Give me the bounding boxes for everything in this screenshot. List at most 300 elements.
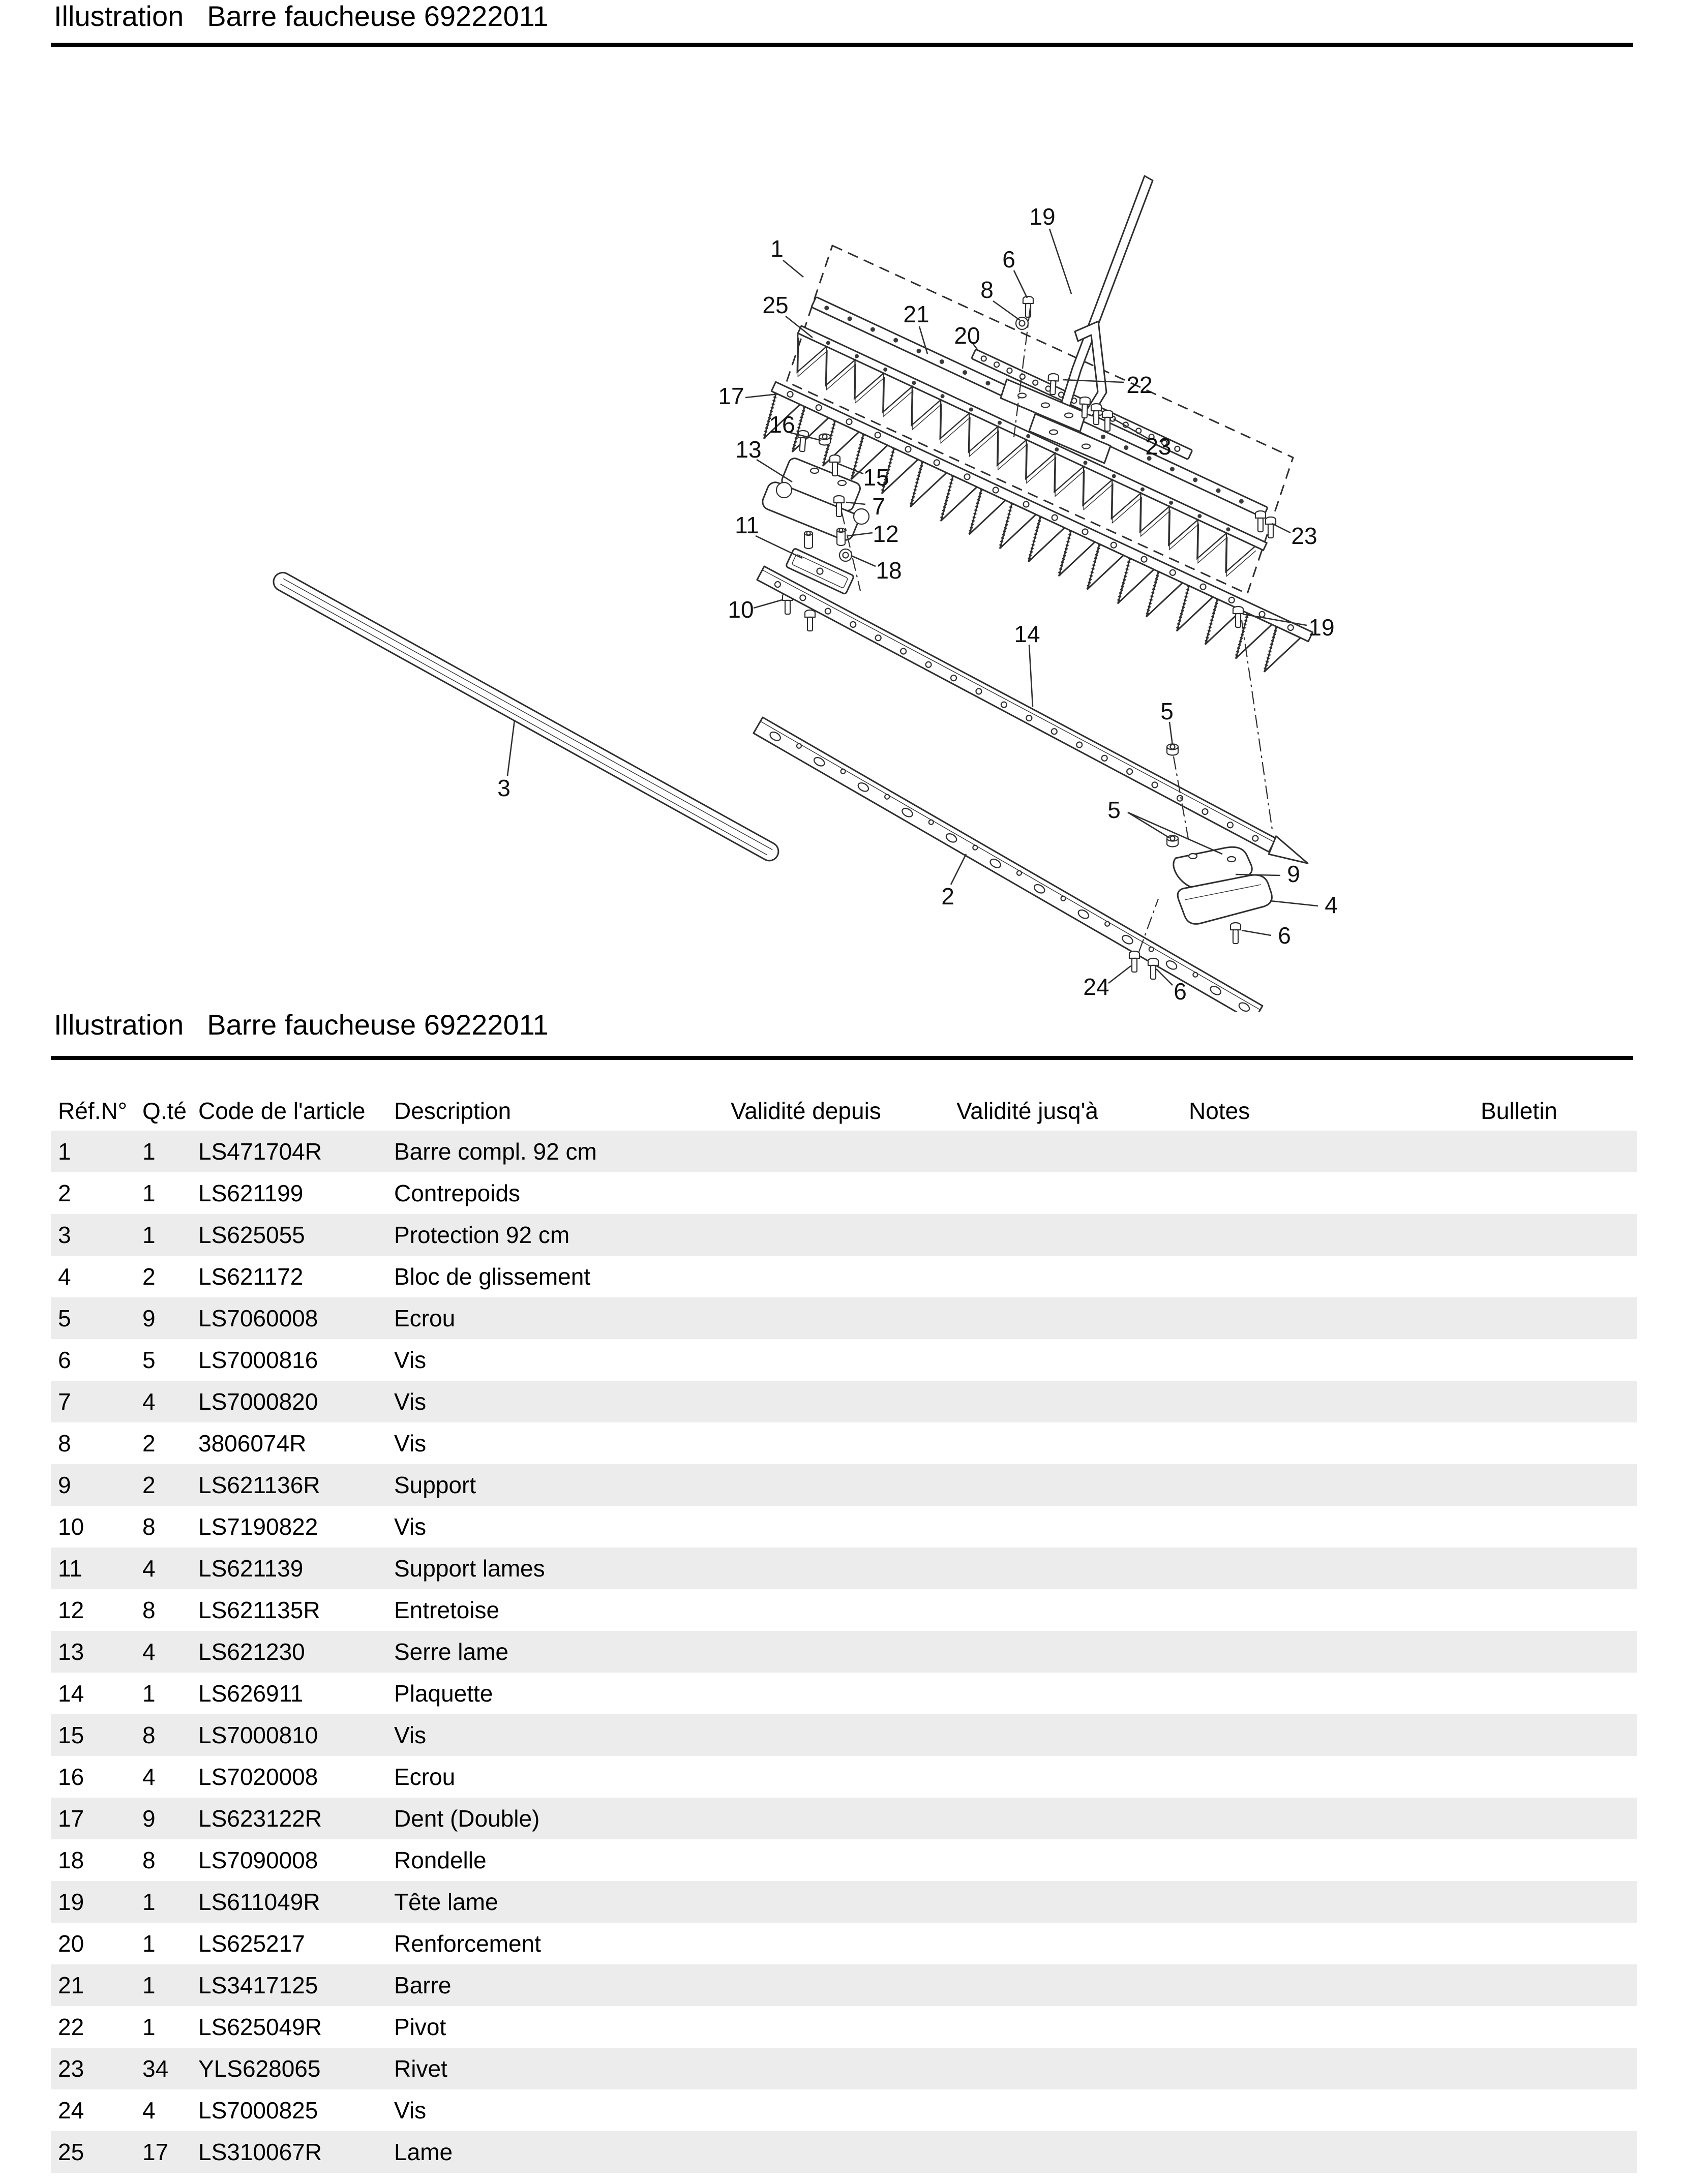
callout-label-10: 10 (728, 596, 754, 623)
cell-description: Barre compl. 92 cm (394, 1138, 597, 1165)
callout-label-1: 1 (770, 235, 784, 262)
callout-label-5: 5 (1160, 698, 1174, 724)
table-row (51, 2089, 1637, 2131)
table-row (51, 1673, 1637, 1714)
part-bar-3 (271, 569, 782, 864)
cell-code: LS7000816 (198, 1347, 318, 1373)
bolt-6-mid (1230, 923, 1241, 944)
callout-label-19: 19 (1029, 203, 1056, 230)
cell-valid-to (956, 1964, 1189, 2006)
cell-qty: 1 (142, 2014, 156, 2040)
cell-ref: 25 (58, 2139, 84, 2165)
cell-bulletin (1481, 1464, 1637, 1506)
callout-label-17: 17 (718, 383, 744, 409)
cell-notes (1189, 1714, 1481, 1756)
cell-valid-to (956, 2048, 1189, 2089)
cell-bulletin (1481, 2006, 1637, 2048)
cell-notes (1189, 1381, 1481, 1422)
cell-code: LS7000820 (198, 1388, 318, 1415)
cell-valid-from (731, 1422, 956, 1464)
cell-valid-to (956, 2006, 1189, 2048)
cell-ref: 12 (58, 1597, 84, 1623)
cell-description: Ecrou (394, 1305, 456, 1331)
column-header-1: Réf.N° (58, 1098, 127, 1124)
cell-qty: 34 (142, 2055, 169, 2082)
cell-ref: 15 (58, 1722, 84, 1748)
cell-description: Vis (394, 1722, 427, 1748)
cell-valid-to (956, 1256, 1189, 1297)
cell-description: Support lames (394, 1555, 545, 1582)
cell-description: Vis (394, 1388, 427, 1415)
cell-bulletin (1481, 1881, 1637, 1923)
cell-description: Dent (Double) (394, 1805, 540, 1832)
cell-bulletin (1481, 1131, 1637, 1172)
cell-description: Tête lame (394, 1889, 498, 1915)
cell-valid-to (956, 1798, 1189, 1839)
cell-qty: 4 (142, 1388, 156, 1415)
cell-code: LS623122R (198, 1805, 322, 1832)
cell-valid-to (956, 1714, 1189, 1756)
callout-label-16: 16 (769, 411, 795, 438)
bolt-24 (1129, 951, 1139, 972)
leader-line (1272, 524, 1290, 533)
cell-ref: 13 (58, 1639, 84, 1665)
cell-description: Rondelle (394, 1847, 487, 1873)
callout-label-8: 8 (980, 277, 994, 303)
spacer-12 (837, 528, 845, 545)
table-row (51, 1881, 1637, 1923)
cell-code: LS621172 (198, 1263, 304, 1290)
cell-bulletin (1481, 1964, 1637, 2006)
cell-qty: 5 (142, 1347, 156, 1373)
cell-notes (1189, 2131, 1481, 2173)
cell-ref: 14 (58, 1680, 84, 1707)
cell-valid-from (731, 1756, 956, 1798)
cell-qty: 2 (142, 1472, 156, 1498)
cell-valid-from (731, 1297, 956, 1339)
cell-valid-from (731, 1256, 956, 1297)
callout-label-11: 11 (735, 512, 759, 538)
page-title-label: Illustration (54, 0, 184, 32)
cell-code: LS7060008 (198, 1305, 318, 1331)
cell-bulletin (1481, 1422, 1637, 1464)
table-row (51, 2006, 1637, 2048)
callout-label-18: 18 (876, 557, 902, 584)
cell-description: Pivot (394, 2014, 446, 2040)
cell-description: Vis (394, 1347, 427, 1373)
cell-qty: 1 (142, 1972, 156, 1998)
cell-description: Vis (394, 2097, 427, 2124)
cell-valid-from (731, 1339, 956, 1381)
cell-description: Plaquette (394, 1680, 493, 1707)
cell-valid-to (956, 1297, 1189, 1339)
column-header-2: Q.té (142, 1098, 187, 1124)
section-title-label: Illustration (54, 1009, 184, 1041)
cell-notes (1189, 1839, 1481, 1881)
cell-valid-from (731, 1923, 956, 1964)
cell-qty: 2 (142, 1263, 156, 1290)
callout-label-21: 21 (903, 301, 929, 327)
cell-valid-from (731, 1214, 956, 1256)
cell-ref: 9 (58, 1472, 71, 1498)
cell-valid-from (731, 1506, 956, 1548)
callout-label-5: 5 (1107, 797, 1121, 823)
cell-notes (1189, 1923, 1481, 1964)
rivet-23-b1 (1255, 511, 1266, 532)
cell-notes (1189, 1548, 1481, 1589)
cell-valid-from (731, 1631, 956, 1673)
cell-bulletin (1481, 1548, 1637, 1589)
callout-label-23: 23 (1291, 523, 1317, 549)
callout-label-14: 14 (1014, 621, 1040, 647)
cell-notes (1189, 2089, 1481, 2131)
callout-label-24: 24 (1083, 974, 1109, 1000)
cell-valid-to (956, 1381, 1189, 1422)
cell-ref: 2 (58, 1180, 71, 1206)
cell-valid-from (731, 1798, 956, 1839)
table-row (51, 1923, 1637, 1964)
axis-line (1242, 620, 1272, 830)
cell-ref: 8 (58, 1430, 71, 1457)
bolt-10-b (805, 610, 815, 631)
table-body (51, 1131, 1637, 2173)
cell-code: YLS628065 (198, 2055, 321, 2082)
cell-description: Renforcement (394, 1930, 541, 1957)
table-row (51, 1839, 1637, 1881)
cell-ref: 7 (58, 1388, 71, 1415)
leader-line (1049, 229, 1071, 294)
cell-ref: 5 (58, 1305, 71, 1331)
cell-valid-from (731, 1881, 956, 1923)
cell-ref: 18 (58, 1847, 84, 1873)
callout-label-6: 6 (1174, 978, 1187, 1005)
callout-label-4: 4 (1325, 892, 1338, 918)
callout-label-6: 6 (1002, 246, 1015, 272)
cell-ref: 19 (58, 1889, 84, 1915)
cell-qty: 1 (142, 1889, 156, 1915)
cell-valid-to (956, 1339, 1189, 1381)
cell-ref: 10 (58, 1513, 84, 1540)
cell-notes (1189, 2006, 1481, 2048)
washer-18 (839, 549, 852, 561)
cell-notes (1189, 1172, 1481, 1214)
column-header-4: Description (394, 1098, 512, 1124)
title-rule (51, 43, 1633, 47)
leader-line (851, 556, 876, 566)
exploded-diagram (229, 153, 1378, 1012)
table-row (51, 1548, 1637, 1589)
cell-qty: 9 (142, 1805, 156, 1832)
cell-description: Contrepoids (394, 1180, 521, 1206)
cell-ref: 22 (58, 2014, 84, 2040)
cell-ref: 17 (58, 1805, 84, 1832)
nut-5-a (1167, 744, 1178, 755)
cell-qty: 17 (142, 2139, 169, 2165)
cell-ref: 20 (58, 1930, 84, 1957)
table-row (51, 1589, 1637, 1631)
cell-ref: 16 (58, 1764, 84, 1790)
cell-code: LS625049R (198, 2014, 322, 2040)
cell-valid-from (731, 1381, 956, 1422)
cell-valid-from (731, 2048, 956, 2089)
cell-qty: 4 (142, 1555, 156, 1582)
leader-line (1108, 966, 1131, 983)
cell-bulletin (1481, 2048, 1637, 2089)
cell-bulletin (1481, 1839, 1637, 1881)
cell-qty: 1 (142, 1222, 156, 1248)
cell-valid-to (956, 2089, 1189, 2131)
table-row (51, 1381, 1637, 1422)
cell-notes (1189, 1756, 1481, 1798)
cell-description: Protection 92 cm (394, 1222, 570, 1248)
cell-valid-to (956, 1923, 1189, 1964)
cell-code: LS621139 (198, 1555, 304, 1582)
cell-description: Rivet (394, 2055, 447, 2082)
cell-code: LS621136R (198, 1472, 320, 1498)
page-title-name: Barre faucheuse 69222011 (207, 0, 549, 32)
cell-notes (1189, 1131, 1481, 1172)
cell-qty: 1 (142, 1180, 156, 1206)
cell-description: Vis (394, 1430, 427, 1457)
table-row (51, 1506, 1637, 1548)
cell-notes (1189, 1881, 1481, 1923)
callout-label-19: 19 (1308, 614, 1335, 641)
cell-notes (1189, 1964, 1481, 2006)
table-row (51, 1631, 1637, 1673)
callout-label-20: 20 (954, 322, 980, 349)
callout-label-13: 13 (735, 436, 762, 463)
cell-valid-from (731, 1714, 956, 1756)
cell-bulletin (1481, 1589, 1637, 1631)
cell-notes (1189, 1297, 1481, 1339)
table-row (51, 1714, 1637, 1756)
table-row (51, 1339, 1637, 1381)
cell-valid-to (956, 1589, 1189, 1631)
cell-valid-from (731, 1131, 956, 1172)
cell-valid-to (956, 1881, 1189, 1923)
cell-code: LS625055 (198, 1222, 305, 1248)
cell-description: Lame (394, 2139, 453, 2165)
table-row (51, 2131, 1637, 2173)
cell-code: LS310067R (198, 2139, 322, 2165)
cell-qty: 1 (142, 1680, 156, 1707)
cell-valid-to (956, 1506, 1189, 1548)
leader-line (756, 536, 802, 558)
cell-bulletin (1481, 1214, 1637, 1256)
cell-qty: 2 (142, 1430, 156, 1457)
cell-bulletin (1481, 1673, 1637, 1714)
cell-bulletin (1481, 1339, 1637, 1381)
cell-description: Support (394, 1472, 476, 1498)
table-header (51, 1088, 1637, 1131)
cell-notes (1189, 1631, 1481, 1673)
parts-table-wrap (51, 1088, 1637, 2173)
cell-code: LS7090008 (198, 1847, 318, 1873)
leader-line (507, 720, 515, 776)
table-row (51, 1464, 1637, 1506)
table-row (51, 1256, 1637, 1297)
cell-bulletin (1481, 2089, 1637, 2131)
table-row (51, 1756, 1637, 1798)
cell-bulletin (1481, 1631, 1637, 1673)
cell-bulletin (1481, 1923, 1637, 1964)
nut-12-a (804, 531, 813, 549)
table-row (51, 1964, 1637, 2006)
cell-bulletin (1481, 1506, 1637, 1548)
cell-qty: 1 (142, 1138, 156, 1165)
table-row (51, 1798, 1637, 1839)
callout-label-23: 23 (1145, 433, 1172, 460)
cell-ref: 1 (58, 1138, 71, 1165)
cell-qty: 8 (142, 1722, 156, 1748)
cell-notes (1189, 1798, 1481, 1839)
cell-bulletin (1481, 2131, 1637, 2173)
leader-line (951, 854, 966, 885)
callout-label-2: 2 (941, 883, 954, 909)
table-row (51, 1172, 1637, 1214)
cell-code: LS471704R (198, 1138, 322, 1165)
cell-code: LS626911 (198, 1680, 304, 1707)
table-row (51, 1214, 1637, 1256)
table-header-row (51, 1088, 1637, 1131)
cell-valid-to (956, 1172, 1189, 1214)
cell-notes (1189, 1673, 1481, 1714)
callout-label-25: 25 (762, 292, 789, 318)
cell-valid-from (731, 1548, 956, 1589)
leader-line (993, 301, 1020, 320)
cell-qty: 8 (142, 1847, 156, 1873)
cell-valid-from (731, 2006, 956, 2048)
leader-line (1169, 722, 1173, 745)
cell-notes (1189, 1506, 1481, 1548)
cell-bulletin (1481, 1756, 1637, 1798)
cell-valid-to (956, 1548, 1189, 1589)
cell-qty: 8 (142, 1513, 156, 1540)
cell-valid-to (956, 1631, 1189, 1673)
section-title (54, 1010, 549, 1040)
cell-valid-to (956, 1839, 1189, 1881)
cell-qty: 8 (142, 1597, 156, 1623)
cell-bulletin (1481, 1256, 1637, 1297)
leader-line (745, 394, 778, 398)
cell-valid-to (956, 2131, 1189, 2173)
cell-code: 3806074R (198, 1430, 307, 1457)
cell-notes (1189, 1422, 1481, 1464)
cell-ref: 6 (58, 1347, 71, 1373)
cell-ref: 4 (58, 1263, 71, 1290)
cell-valid-to (956, 1422, 1189, 1464)
cell-description: Vis (394, 1513, 427, 1540)
callout-label-15: 15 (863, 464, 889, 491)
cell-code: LS7190822 (198, 1513, 318, 1540)
column-header-8: Bulletin (1481, 1098, 1557, 1124)
diagram-area (229, 153, 1378, 1012)
cell-ref: 21 (58, 1972, 84, 1998)
leader-line (1270, 901, 1318, 906)
cell-valid-from (731, 1464, 956, 1506)
cell-valid-to (956, 1673, 1189, 1714)
cell-ref: 11 (58, 1555, 82, 1582)
cell-valid-from (731, 1839, 956, 1881)
table-row (51, 1131, 1637, 1172)
callout-label-7: 7 (872, 493, 885, 520)
table-row (51, 1422, 1637, 1464)
cell-notes (1189, 1339, 1481, 1381)
cell-code: LS625217 (198, 1930, 305, 1957)
cell-description: Bloc de glissement (394, 1263, 591, 1290)
leader-line (1014, 270, 1027, 298)
table-row (51, 2048, 1637, 2089)
cell-code: LS621230 (198, 1639, 305, 1665)
cell-bulletin (1481, 1381, 1637, 1422)
part-knife-25 (782, 326, 1267, 586)
callout-label-9: 9 (1287, 861, 1300, 887)
cell-valid-from (731, 1589, 956, 1631)
section-title-name: Barre faucheuse 69222011 (207, 1009, 549, 1041)
column-header-5: Validité depuis (731, 1098, 881, 1124)
cell-code: LS7000825 (198, 2097, 318, 2124)
cell-qty: 9 (142, 1305, 156, 1331)
cell-description: Entretoise (394, 1597, 500, 1623)
cell-code: LS611049R (198, 1889, 320, 1915)
cell-ref: 23 (58, 2055, 84, 2082)
cell-bulletin (1481, 1798, 1637, 1839)
cell-valid-to (956, 1756, 1189, 1798)
cell-notes (1189, 1464, 1481, 1506)
cell-bulletin (1481, 1172, 1637, 1214)
cell-code: LS621199 (198, 1180, 304, 1206)
cell-notes (1189, 1214, 1481, 1256)
cell-code: LS7020008 (198, 1764, 318, 1790)
nut-16 (819, 434, 830, 445)
cell-valid-from (731, 2089, 956, 2131)
cell-description: Serre lame (394, 1639, 508, 1665)
cell-code: LS3417125 (198, 1972, 318, 1998)
cell-qty: 1 (142, 1930, 156, 1957)
cell-bulletin (1481, 1297, 1637, 1339)
leader-line (754, 600, 782, 608)
cell-valid-from (731, 1172, 956, 1214)
cell-valid-from (731, 1673, 956, 1714)
cell-bulletin (1481, 1714, 1637, 1756)
cell-notes (1189, 1589, 1481, 1631)
bolt-6-top (1023, 296, 1033, 317)
leader-line (783, 260, 803, 277)
cell-qty: 4 (142, 2097, 156, 2124)
callout-label-22: 22 (1126, 372, 1153, 398)
cell-qty: 4 (142, 1639, 156, 1665)
callout-label-3: 3 (497, 775, 511, 801)
column-header-6: Validité jusq'à (956, 1098, 1098, 1124)
cell-description: Barre (394, 1972, 452, 1998)
leader-line (1242, 930, 1271, 935)
cell-valid-to (956, 1131, 1189, 1172)
cell-notes (1189, 2048, 1481, 2089)
leader-line (1128, 812, 1169, 838)
cell-valid-from (731, 2131, 956, 2173)
column-header-3: Code de l'article (198, 1098, 366, 1124)
section-title-rule (51, 1056, 1633, 1060)
callout-label-6: 6 (1278, 922, 1291, 949)
callout-label-12: 12 (873, 521, 899, 547)
cell-notes (1189, 1256, 1481, 1297)
page-title (54, 1, 549, 32)
cell-valid-to (956, 1214, 1189, 1256)
cell-qty: 4 (142, 1764, 156, 1790)
cell-ref: 24 (58, 2097, 84, 2124)
cell-code: LS7000810 (198, 1722, 318, 1748)
cell-valid-from (731, 1964, 956, 2006)
